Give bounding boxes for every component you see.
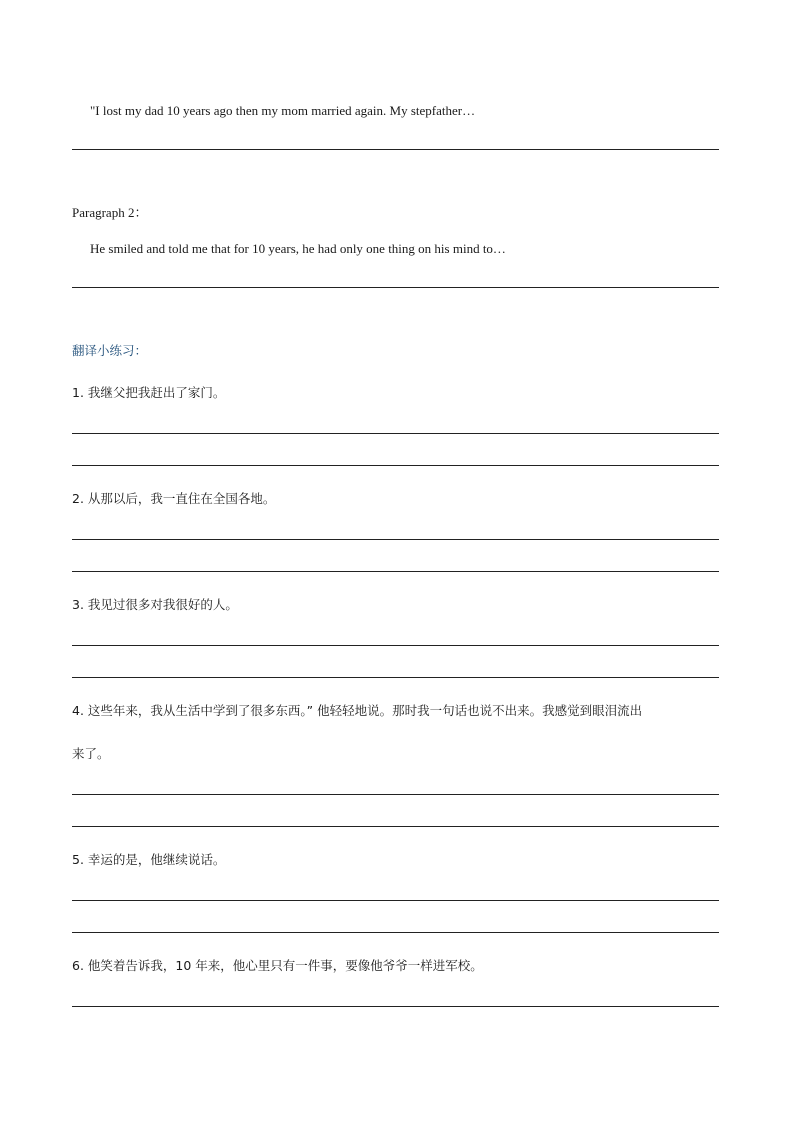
answer-line[interactable] [72, 1006, 719, 1007]
paragraph1-prompt: "I lost my dad 10 years ago then my mom married again. My stepfather… [90, 103, 476, 118]
answer-line[interactable] [72, 287, 719, 288]
translation-heading: 翻译小练习： [72, 343, 148, 358]
translation-item-5: 5. 幸运的是，他继续说话。 [72, 852, 226, 867]
answer-line[interactable] [72, 149, 719, 150]
translation-item-4: 4. 这些年来，我从生活中学到了很多东西。” 他轻轻地说。那时我一句话也说不出来。我感觉到眼泪流出 [72, 703, 643, 718]
answer-line[interactable] [72, 433, 719, 434]
paragraph2-label: Paragraph 2： [72, 205, 148, 220]
answer-line[interactable] [72, 465, 719, 466]
translation-item-4-cont: 来了。 [72, 746, 110, 761]
answer-line[interactable] [72, 571, 719, 572]
translation-item-3: 3. 我见过很多对我很好的人。 [72, 597, 238, 612]
translation-item-6: 6. 他笑着告诉我，10 年来，他心里只有一件事，要像他爷爷一样进军校。 [72, 958, 483, 973]
answer-line[interactable] [72, 539, 719, 540]
answer-line[interactable] [72, 932, 719, 933]
answer-line[interactable] [72, 794, 719, 795]
answer-line[interactable] [72, 900, 719, 901]
answer-line[interactable] [72, 645, 719, 646]
answer-line[interactable] [72, 826, 719, 827]
translation-item-2: 2. 从那以后，我一直住在全国各地。 [72, 491, 276, 506]
paragraph2-prompt: He smiled and told me that for 10 years, he had only one thing on his mind to… [90, 241, 506, 256]
answer-line[interactable] [72, 677, 719, 678]
translation-item-1: 1. 我继父把我赶出了家门。 [72, 385, 226, 400]
